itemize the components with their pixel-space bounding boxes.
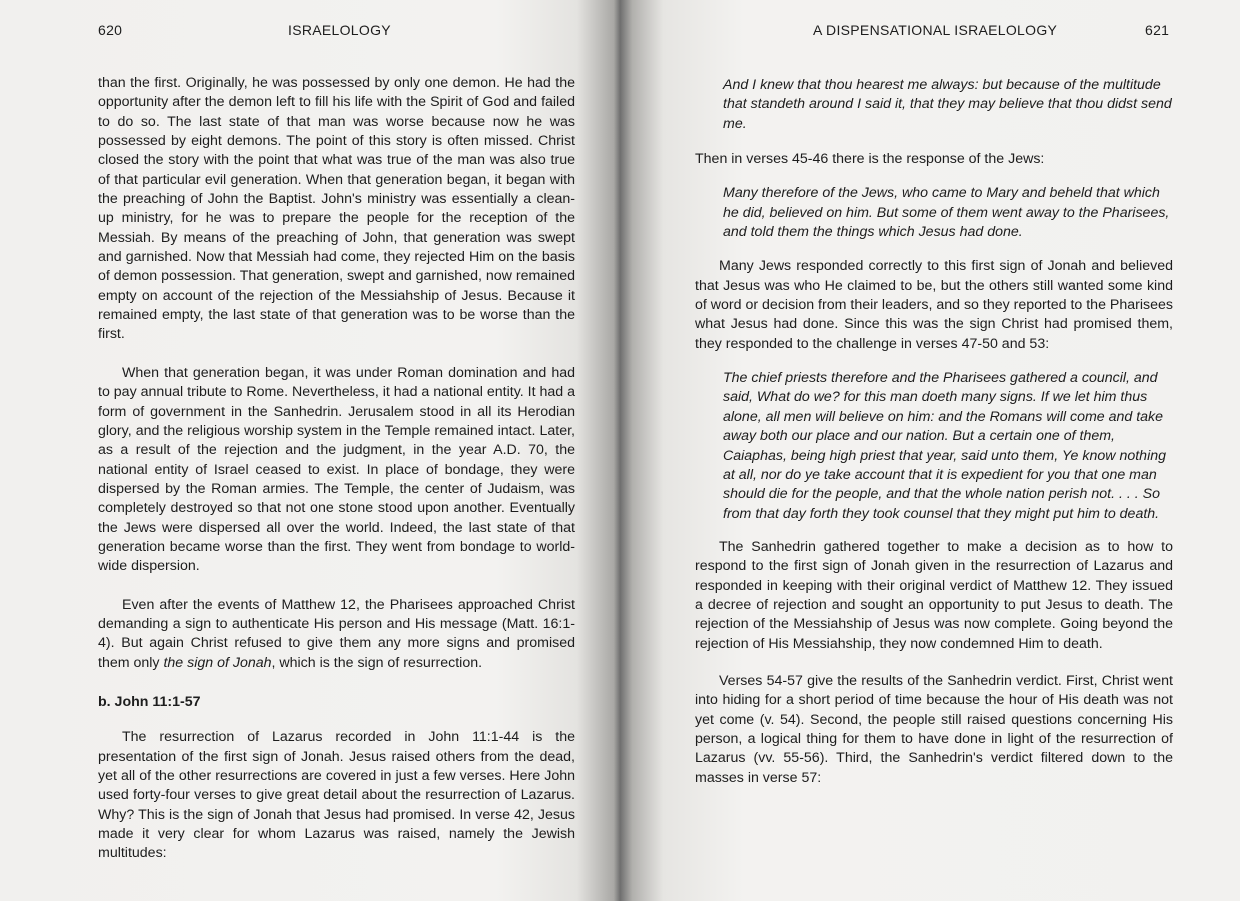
section-subheading: b. John 11:1-57: [98, 693, 201, 710]
paragraph: Many Jews responded correctly to this first sign of Jonah and believed that Jesus was who He claimed to be, but the others still wanted some kind of word or decision from their leaders, and so they reported to the Pharisees what Jesus had done. Since this was the sign Christ had promised them, they responded to the challenge in verses 47-50 and 53:: [695, 258, 1173, 352]
page-number: 621: [1145, 22, 1170, 38]
paragraph: Verses 54-57 give the results of the Sanhedrin verdict. First, Christ went into hiding for a short period of time because the hour of His death was not yet come (v. 54). Second, the people still raised questions concerning His person, a logical thing for them to have done in light of the resurrection of Lazarus (vv. 55-56). Third, the Sanhedrin's verdict filtered down to the masses in verse 57:: [695, 672, 1173, 786]
block-quote: And I knew that thou hearest me always: but because of the multitude that standeth around I said it, that they may believe that thou didst send me.: [723, 77, 1172, 132]
paragraph: When that generation began, it was under Roman domination and had to pay annual tribute to Rome. Nevertheless, it had a national entity. It had a form of government in the Sanhedrin. Jerusalem stood in all its Herodian glory, and the religious worship system in the Temple remained intact. Later, as a result of the rejection and the judgment, in the year A.D. 70, the national entity of Israel ceased to exist. In place of bondage, they were dispersed by the Roman armies. The Temple, the center of Judaism, was completely destroyed so that not one stone stood upon another. Eventually the Jews were dispersed all over the world. Indeed, the last state of that generation became worse than the first. They went from bondage to world-wide dispersion.: [98, 364, 575, 575]
block-quote: Many therefore of the Jews, who came to Mary and beheld that which he did, believed on him. But some of them went away to the Pharisees, and told them the things which Jesus had done.: [723, 185, 1170, 241]
right-page-body: [695, 76, 1173, 788]
paragraph: than the first. Originally, he was possessed by only one demon. He had the opportunity after the demon left to fill his life with the Spirit of God and failed to do so. The last state of that man was worse because now he was possessed by eight demons. The point of this story is often missed. Christ closed the story with the point that what was true of the man was also true of that particular evil generation. When that generation began, it began with the preaching of John the Baptist. John's ministry was essentially a clean-up ministry, for he was to prepare the people for the reception of the Messiah. By means of the preaching of John, that generation was swept and garnished. Now that Messiah had come, they rejected Him on the basis of demon possession. That generation, swept and garnished, now remained empty on account of the rejection of the Messiahship of Jesus. Because it remained empty, the last state of that generation was to be worse than the first.: [98, 75, 575, 343]
paragraph: Then in verses 45-46 there is the response of the Jews:: [695, 151, 1045, 168]
running-head: A DISPENSATIONAL ISRAELOLOGY: [813, 22, 1058, 38]
paragraph: Even after the events of Matthew 12, the Pharisees approached Christ demanding a sign to authenticate His person and His message (Matt. 16:1-4). But again Christ refused to give them any more signs and promised them only the sign of Jonah, which is the sign of resurrection.: [98, 596, 575, 671]
italic-phrase: the sign of Jonah: [163, 654, 272, 671]
block-quote: The chief priests therefore and the Pharisees gathered a council, and said, What do we? for this man doeth many signs. If we let him thus alone, all men will believe on him: and the Romans will come and take away both our place and our nation. But a certain one of them, Caiaphas, being high priest that year, said unto them, Ye know nothing at all, nor do ye take account that it is expedient for you that one man should die for the people, and that the whole nation perish not. . . . So from that day forth they took counsel that they might put him to death.: [723, 370, 1166, 522]
left-page-body: [98, 74, 575, 864]
page-number: 620: [98, 22, 123, 38]
right-page: [620, 0, 1240, 901]
paragraph: The resurrection of Lazarus recorded in John 11:1-44 is the presentation of the first sign of Jonah. Jesus raised others from the dead, yet all of the other resurrections are covered in just a few verses. Here John used forty-four verses to give great detail about the resurrection of Lazarus. Why? This is the sign of Jonah that Jesus had promised. In verse 42, Jesus made it very clear for whom Lazarus was raised, namely the Jewish multitudes:: [98, 729, 575, 862]
running-head: ISRAELOLOGY: [288, 22, 391, 38]
paragraph: The Sanhedrin gathered together to make a decision as to how to respond to the first sign of Jonah given in the resurrection of Lazarus and responded in keeping with their original verdict of Matthew 12. They issued a decree of rejection and sought an opportunity to put Jesus to death. The rejection of the Messiahship of Jesus was now complete. Going beyond the rejection of His Messiahship, they now condemned Him to death.: [695, 538, 1173, 652]
